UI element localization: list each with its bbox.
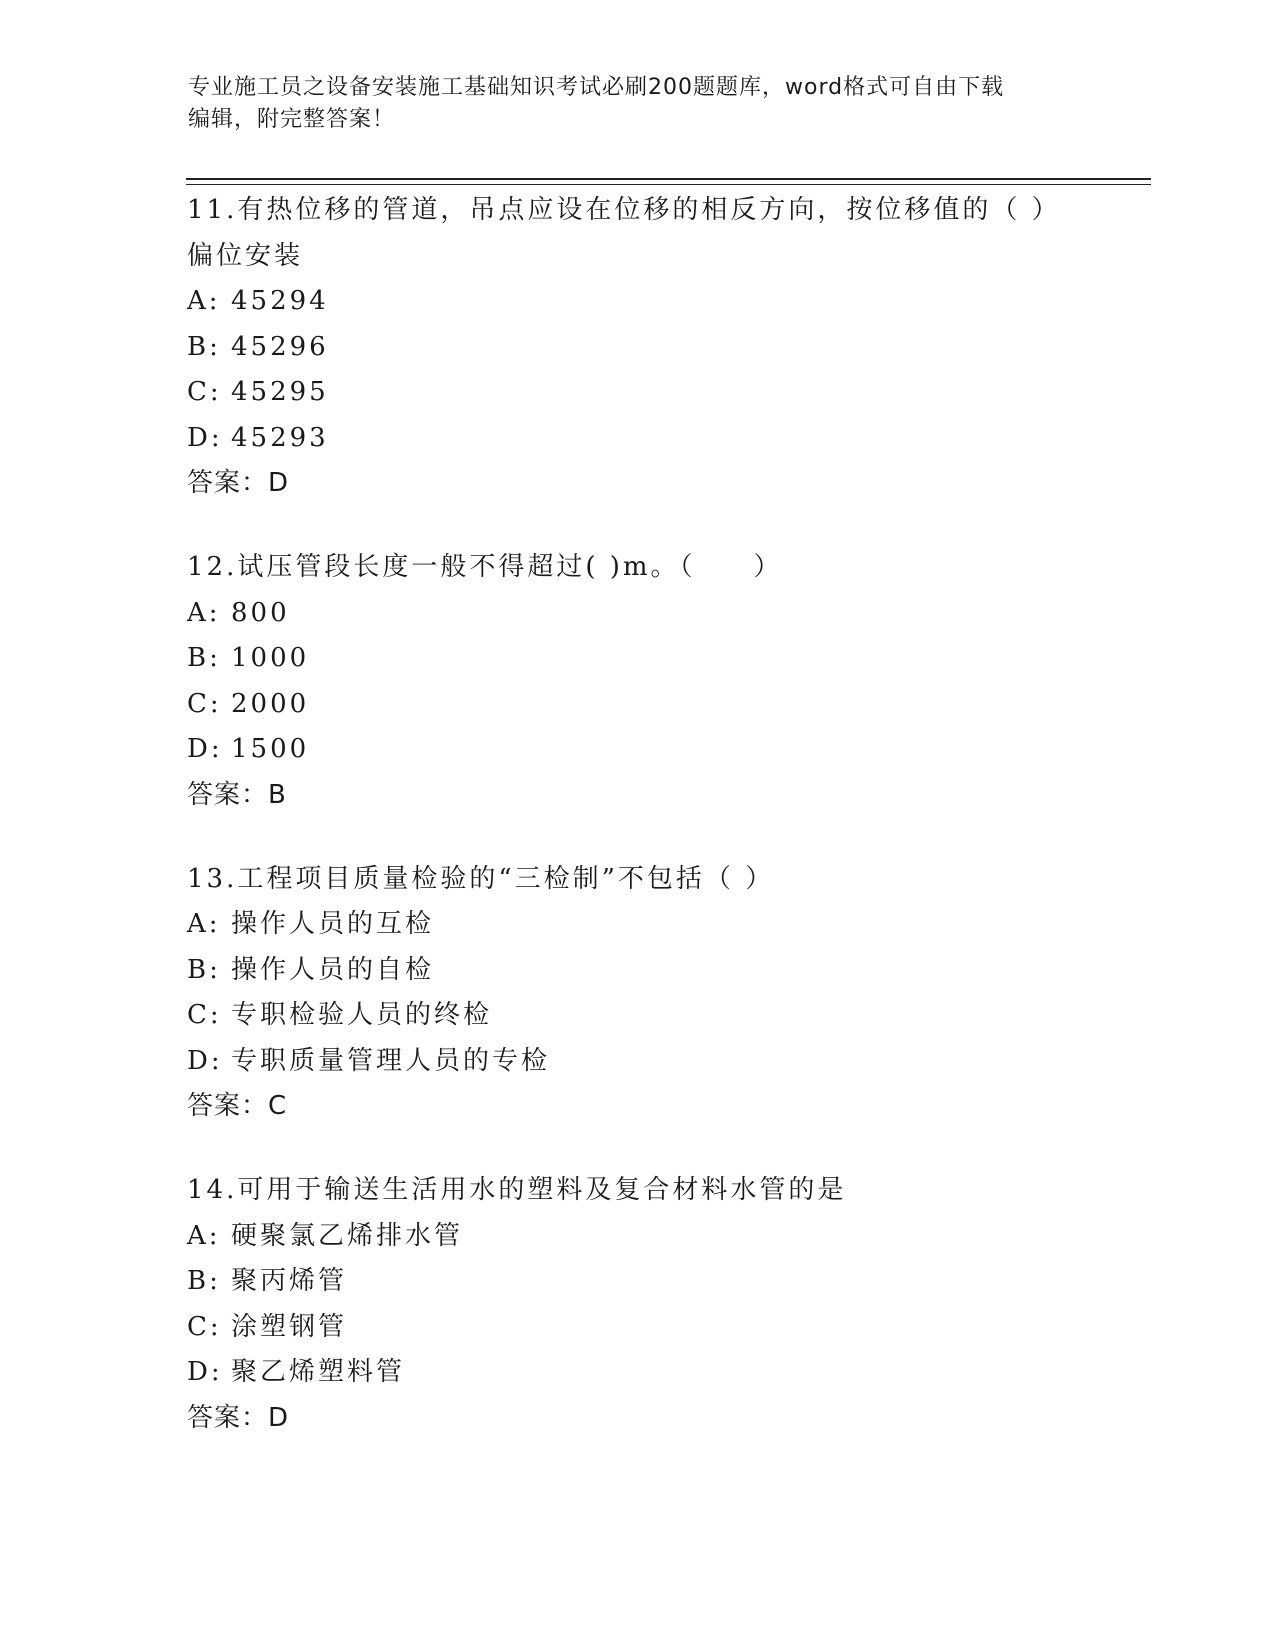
option-b	[187, 636, 1137, 682]
option-a	[187, 902, 1137, 948]
option-letter: C:	[187, 1000, 222, 1030]
header-divider-thin	[186, 184, 1151, 185]
option-letter: D:	[187, 1045, 223, 1076]
option-a	[187, 591, 1137, 637]
option-text: 45293	[231, 422, 329, 453]
question-stem: 13.工程项目质量检验的“三检制”不包括（ ）	[187, 863, 775, 894]
option-letter: A:	[187, 1220, 221, 1251]
question-11	[187, 188, 1137, 505]
answer-line: 答案：D	[187, 1402, 290, 1433]
question-list	[187, 188, 1137, 1480]
option-text: 1500	[231, 734, 310, 764]
option-b	[187, 1259, 1137, 1305]
option-letter: C:	[187, 688, 222, 719]
option-a	[187, 279, 1137, 325]
option-b	[187, 325, 1137, 371]
option-text: 专职检验人员的终检	[231, 1000, 493, 1030]
option-text: 聚乙烯塑料管	[231, 1357, 406, 1387]
option-letter: A:	[187, 909, 221, 939]
option-text: 800	[231, 597, 290, 628]
option-text: 硬聚氯乙烯排水管	[231, 1220, 464, 1251]
option-a	[187, 1214, 1137, 1260]
option-c	[187, 370, 1137, 416]
option-letter: C:	[187, 377, 222, 407]
header-divider-thick	[186, 178, 1151, 180]
option-letter: B:	[187, 1266, 221, 1296]
option-text: 操作人员的互检	[231, 909, 435, 939]
question-12	[187, 545, 1137, 817]
option-letter: A:	[187, 597, 221, 628]
option-letter: B:	[187, 643, 221, 673]
option-c	[187, 682, 1137, 728]
question-stem: 14.可用于输送生活用水的塑料及复合材料水管的是	[187, 1175, 847, 1205]
question-stem: 11.有热位移的管道，吊点应设在位移的相反方向，按位移值的（ ）	[187, 195, 1061, 225]
option-text: 45296	[231, 331, 329, 362]
option-letter: C:	[187, 1311, 222, 1342]
option-letter: D:	[187, 734, 223, 764]
answer-line: 答案：C	[187, 1091, 288, 1121]
question-stem-continued: 偏位安装	[187, 240, 304, 271]
question-14	[187, 1168, 1137, 1440]
answer-line: 答案：B	[187, 779, 287, 810]
option-letter: B:	[187, 331, 221, 362]
answer-line: 答案：D	[187, 468, 290, 498]
question-13	[187, 857, 1137, 1129]
option-text: 专职质量管理人员的专检	[231, 1045, 551, 1076]
option-letter: D:	[187, 1357, 223, 1387]
option-text: 涂塑钢管	[231, 1311, 348, 1342]
document-header	[188, 72, 1088, 136]
option-letter: A:	[187, 286, 221, 316]
option-c	[187, 1305, 1137, 1351]
option-d	[187, 1039, 1137, 1085]
option-d	[187, 727, 1137, 773]
option-d	[187, 416, 1137, 462]
option-text: 45294	[231, 286, 329, 316]
option-text: 45295	[231, 377, 329, 407]
question-stem: 12.试压管段长度一般不得超过( )m。（ ）	[187, 552, 783, 582]
option-text: 聚丙烯管	[231, 1266, 348, 1296]
option-text: 2000	[231, 688, 310, 719]
option-text: 操作人员的自检	[231, 954, 435, 985]
option-letter: B:	[187, 954, 221, 985]
option-text: 1000	[231, 643, 310, 673]
option-c	[187, 993, 1137, 1039]
header-title-line-1: 专业施工员之设备安装施工基础知识考试必刷200题题库，word格式可自由下载	[188, 75, 1005, 100]
option-b	[187, 948, 1137, 994]
header-title-line-2: 编辑，附完整答案！	[188, 107, 396, 132]
option-letter: D:	[187, 422, 223, 453]
option-d	[187, 1350, 1137, 1396]
